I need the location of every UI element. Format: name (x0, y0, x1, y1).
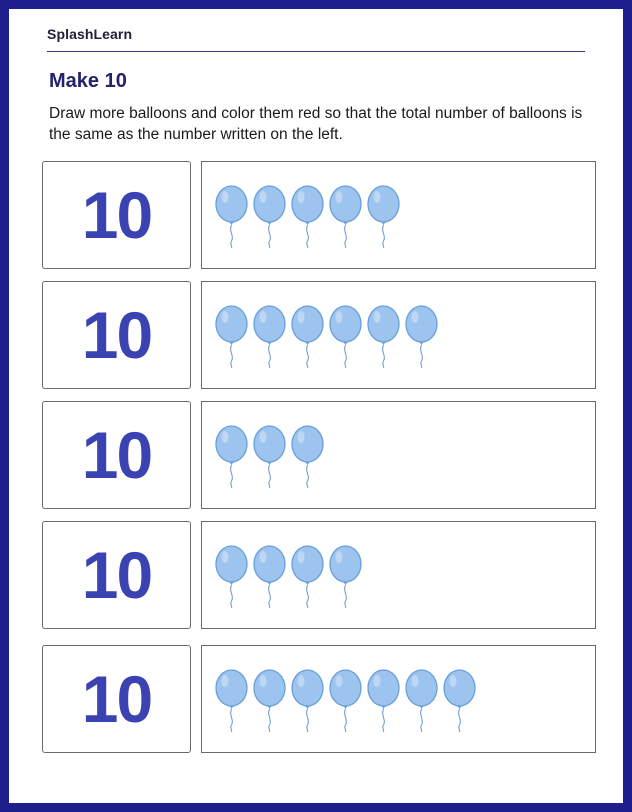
target-number: 10 (81, 538, 152, 612)
balloon-icon (366, 185, 401, 249)
exercise-row (42, 645, 596, 753)
balloon-icon (252, 425, 287, 489)
balloon-group (214, 185, 401, 249)
worksheet-page (9, 9, 623, 803)
balloon-group (214, 305, 439, 369)
balloon-icon (252, 669, 287, 733)
balloon-icon (404, 305, 439, 369)
balloon-icon (290, 425, 325, 489)
balloon-icon (290, 185, 325, 249)
balloon-icon (290, 305, 325, 369)
balloon-icon (252, 185, 287, 249)
target-number: 10 (81, 298, 152, 372)
balloon-icon (214, 545, 249, 609)
balloon-group (214, 669, 477, 733)
balloon-drawing-area[interactable] (201, 161, 596, 269)
target-number-box (42, 281, 191, 389)
balloon-icon (252, 545, 287, 609)
balloon-drawing-area[interactable] (201, 645, 596, 753)
exercise-row (42, 521, 596, 629)
balloon-icon (328, 305, 363, 369)
balloon-group (214, 425, 325, 489)
balloon-group (214, 545, 363, 609)
balloon-icon (290, 545, 325, 609)
balloon-icon (290, 669, 325, 733)
exercise-row (42, 401, 596, 509)
balloon-icon (328, 545, 363, 609)
balloon-icon (328, 669, 363, 733)
brand-logo: SplashLearn (47, 26, 133, 42)
target-number-box (42, 521, 191, 629)
exercise-row (42, 281, 596, 389)
target-number: 10 (81, 178, 152, 252)
balloon-icon (214, 669, 249, 733)
balloon-icon (252, 305, 287, 369)
worksheet-title: Make 10 (49, 70, 127, 92)
balloon-drawing-area[interactable] (201, 401, 596, 509)
target-number-box (42, 161, 191, 269)
target-number-box (42, 401, 191, 509)
balloon-drawing-area[interactable] (201, 281, 596, 389)
balloon-icon (214, 425, 249, 489)
balloon-icon (442, 669, 477, 733)
balloon-icon (328, 185, 363, 249)
balloon-icon (366, 305, 401, 369)
target-number: 10 (81, 418, 152, 492)
balloon-drawing-area[interactable] (201, 521, 596, 629)
balloon-icon (214, 305, 249, 369)
instructions-text: Draw more balloons and color them red so that the total number of balloons is the same as the number written on the left. (49, 105, 583, 143)
balloon-icon (404, 669, 439, 733)
target-number-box (42, 645, 191, 753)
balloon-icon (366, 669, 401, 733)
exercise-row (42, 161, 596, 269)
header-divider (47, 51, 585, 52)
target-number: 10 (81, 662, 152, 736)
balloon-icon (214, 185, 249, 249)
